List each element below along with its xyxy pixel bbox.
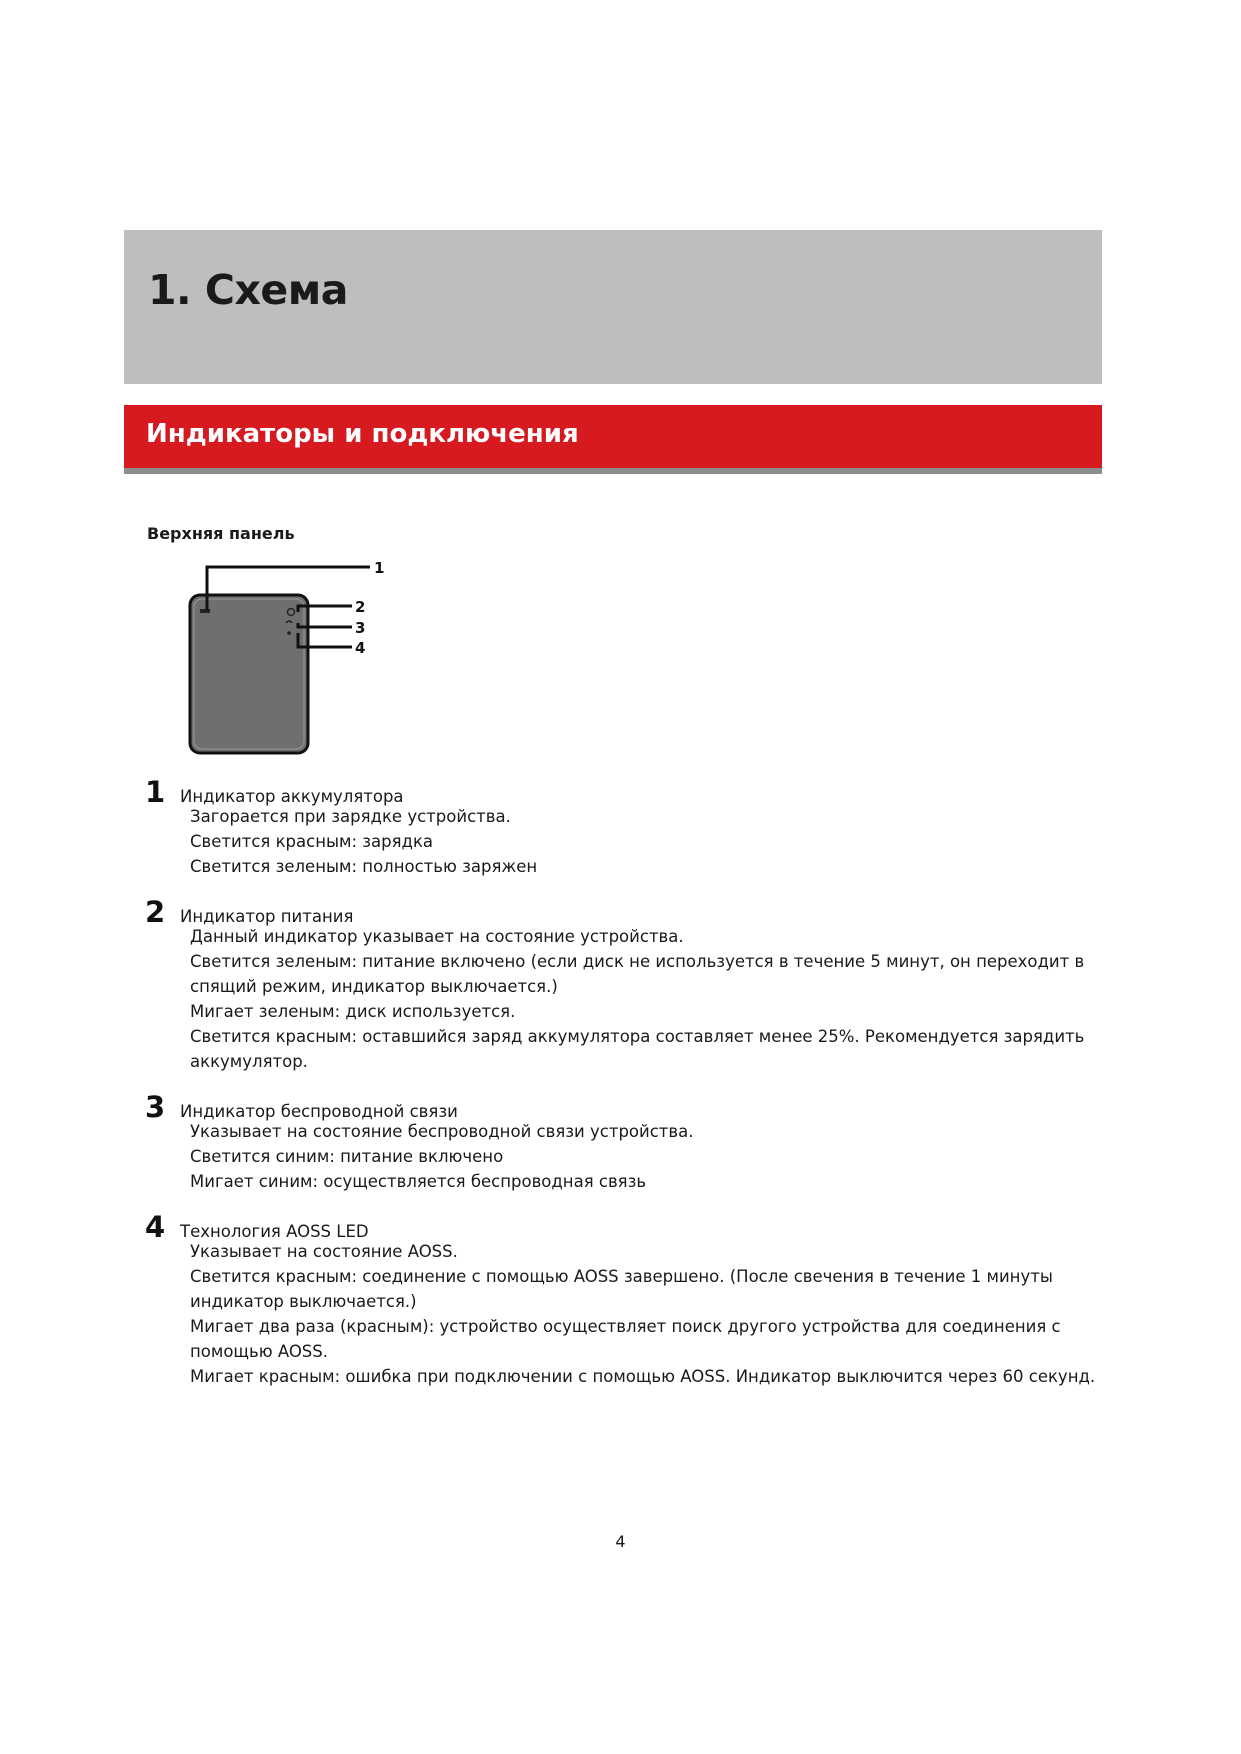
indicator-item-aoss [145, 1210, 1105, 1389]
top-panel-diagram [180, 555, 410, 770]
item-number: 3 [145, 1090, 166, 1124]
item-line: Мигает два раза (красным): устройство осуществляет поиск другого устройства для соединения с помощью AOSS. [190, 1317, 1061, 1361]
device-body [190, 595, 308, 753]
chapter-header [124, 230, 1102, 384]
item-line: Светится зеленым: полностью заряжен [190, 857, 538, 876]
callout-1: 1 [374, 559, 385, 577]
item-line: Светится синим: питание включено [190, 1147, 504, 1166]
item-line: Мигает красным: ошибка при подключении с помощью AOSS. Индикатор выключится через 60 секунд. [190, 1367, 1096, 1386]
item-description [145, 1239, 1105, 1389]
item-line: Мигает зеленым: диск используется. [190, 1002, 516, 1021]
item-title: Индикатор беспроводной связи [180, 1102, 458, 1121]
page-number: 4 [615, 1532, 626, 1551]
item-description [145, 804, 1105, 879]
device-illustration [180, 555, 410, 770]
item-heading [145, 895, 1105, 929]
item-heading [145, 1090, 1105, 1124]
indicator-list [145, 775, 1105, 1410]
panel-heading: Верхняя панель [147, 524, 295, 543]
item-line: Светится красным: оставшийся заряд аккумулятора составляет менее 25%. Рекомендуется зарядить аккумулятор. [190, 1027, 1085, 1071]
item-line: Указывает на состояние AOSS. [190, 1242, 458, 1261]
item-line: Данный индикатор указывает на состояние устройства. [190, 927, 684, 946]
item-description [145, 924, 1105, 1074]
callout-2: 2 [355, 598, 366, 616]
callout-3: 3 [355, 619, 366, 637]
item-title: Индикатор питания [180, 907, 354, 926]
item-line: Светится красным: зарядка [190, 832, 434, 851]
item-description [145, 1119, 1105, 1194]
item-number: 4 [145, 1210, 166, 1244]
indicator-item-wireless [145, 1090, 1105, 1194]
item-line: Загорается при зарядке устройства. [190, 807, 511, 826]
item-line: Светится красным: соединение с помощью AOSS завершено. (После свечения в течение 1 минуты индикатор выключается.) [190, 1267, 1053, 1311]
item-line: Светится зеленым: питание включено (если диск не используется в течение 5 минут, он переходит в спящий режим, индикатор выключается.) [190, 952, 1085, 996]
item-title: Технология AOSS LED [180, 1222, 369, 1241]
section-header [124, 405, 1102, 474]
item-number: 1 [145, 775, 166, 809]
indicator-item-power [145, 895, 1105, 1074]
chapter-title: 1. Схема [148, 266, 348, 314]
item-heading [145, 1210, 1105, 1244]
item-line: Указывает на состояние беспроводной связи устройства. [190, 1122, 694, 1141]
section-title: Индикаторы и подключения [146, 419, 579, 449]
item-title: Индикатор аккумулятора [180, 787, 404, 806]
item-line: Мигает синим: осуществляется беспроводная связь [190, 1172, 647, 1191]
indicator-item-battery [145, 775, 1105, 879]
aoss-led-icon [287, 631, 291, 635]
item-heading [145, 775, 1105, 809]
item-number: 2 [145, 895, 166, 929]
callout-4: 4 [355, 639, 366, 657]
